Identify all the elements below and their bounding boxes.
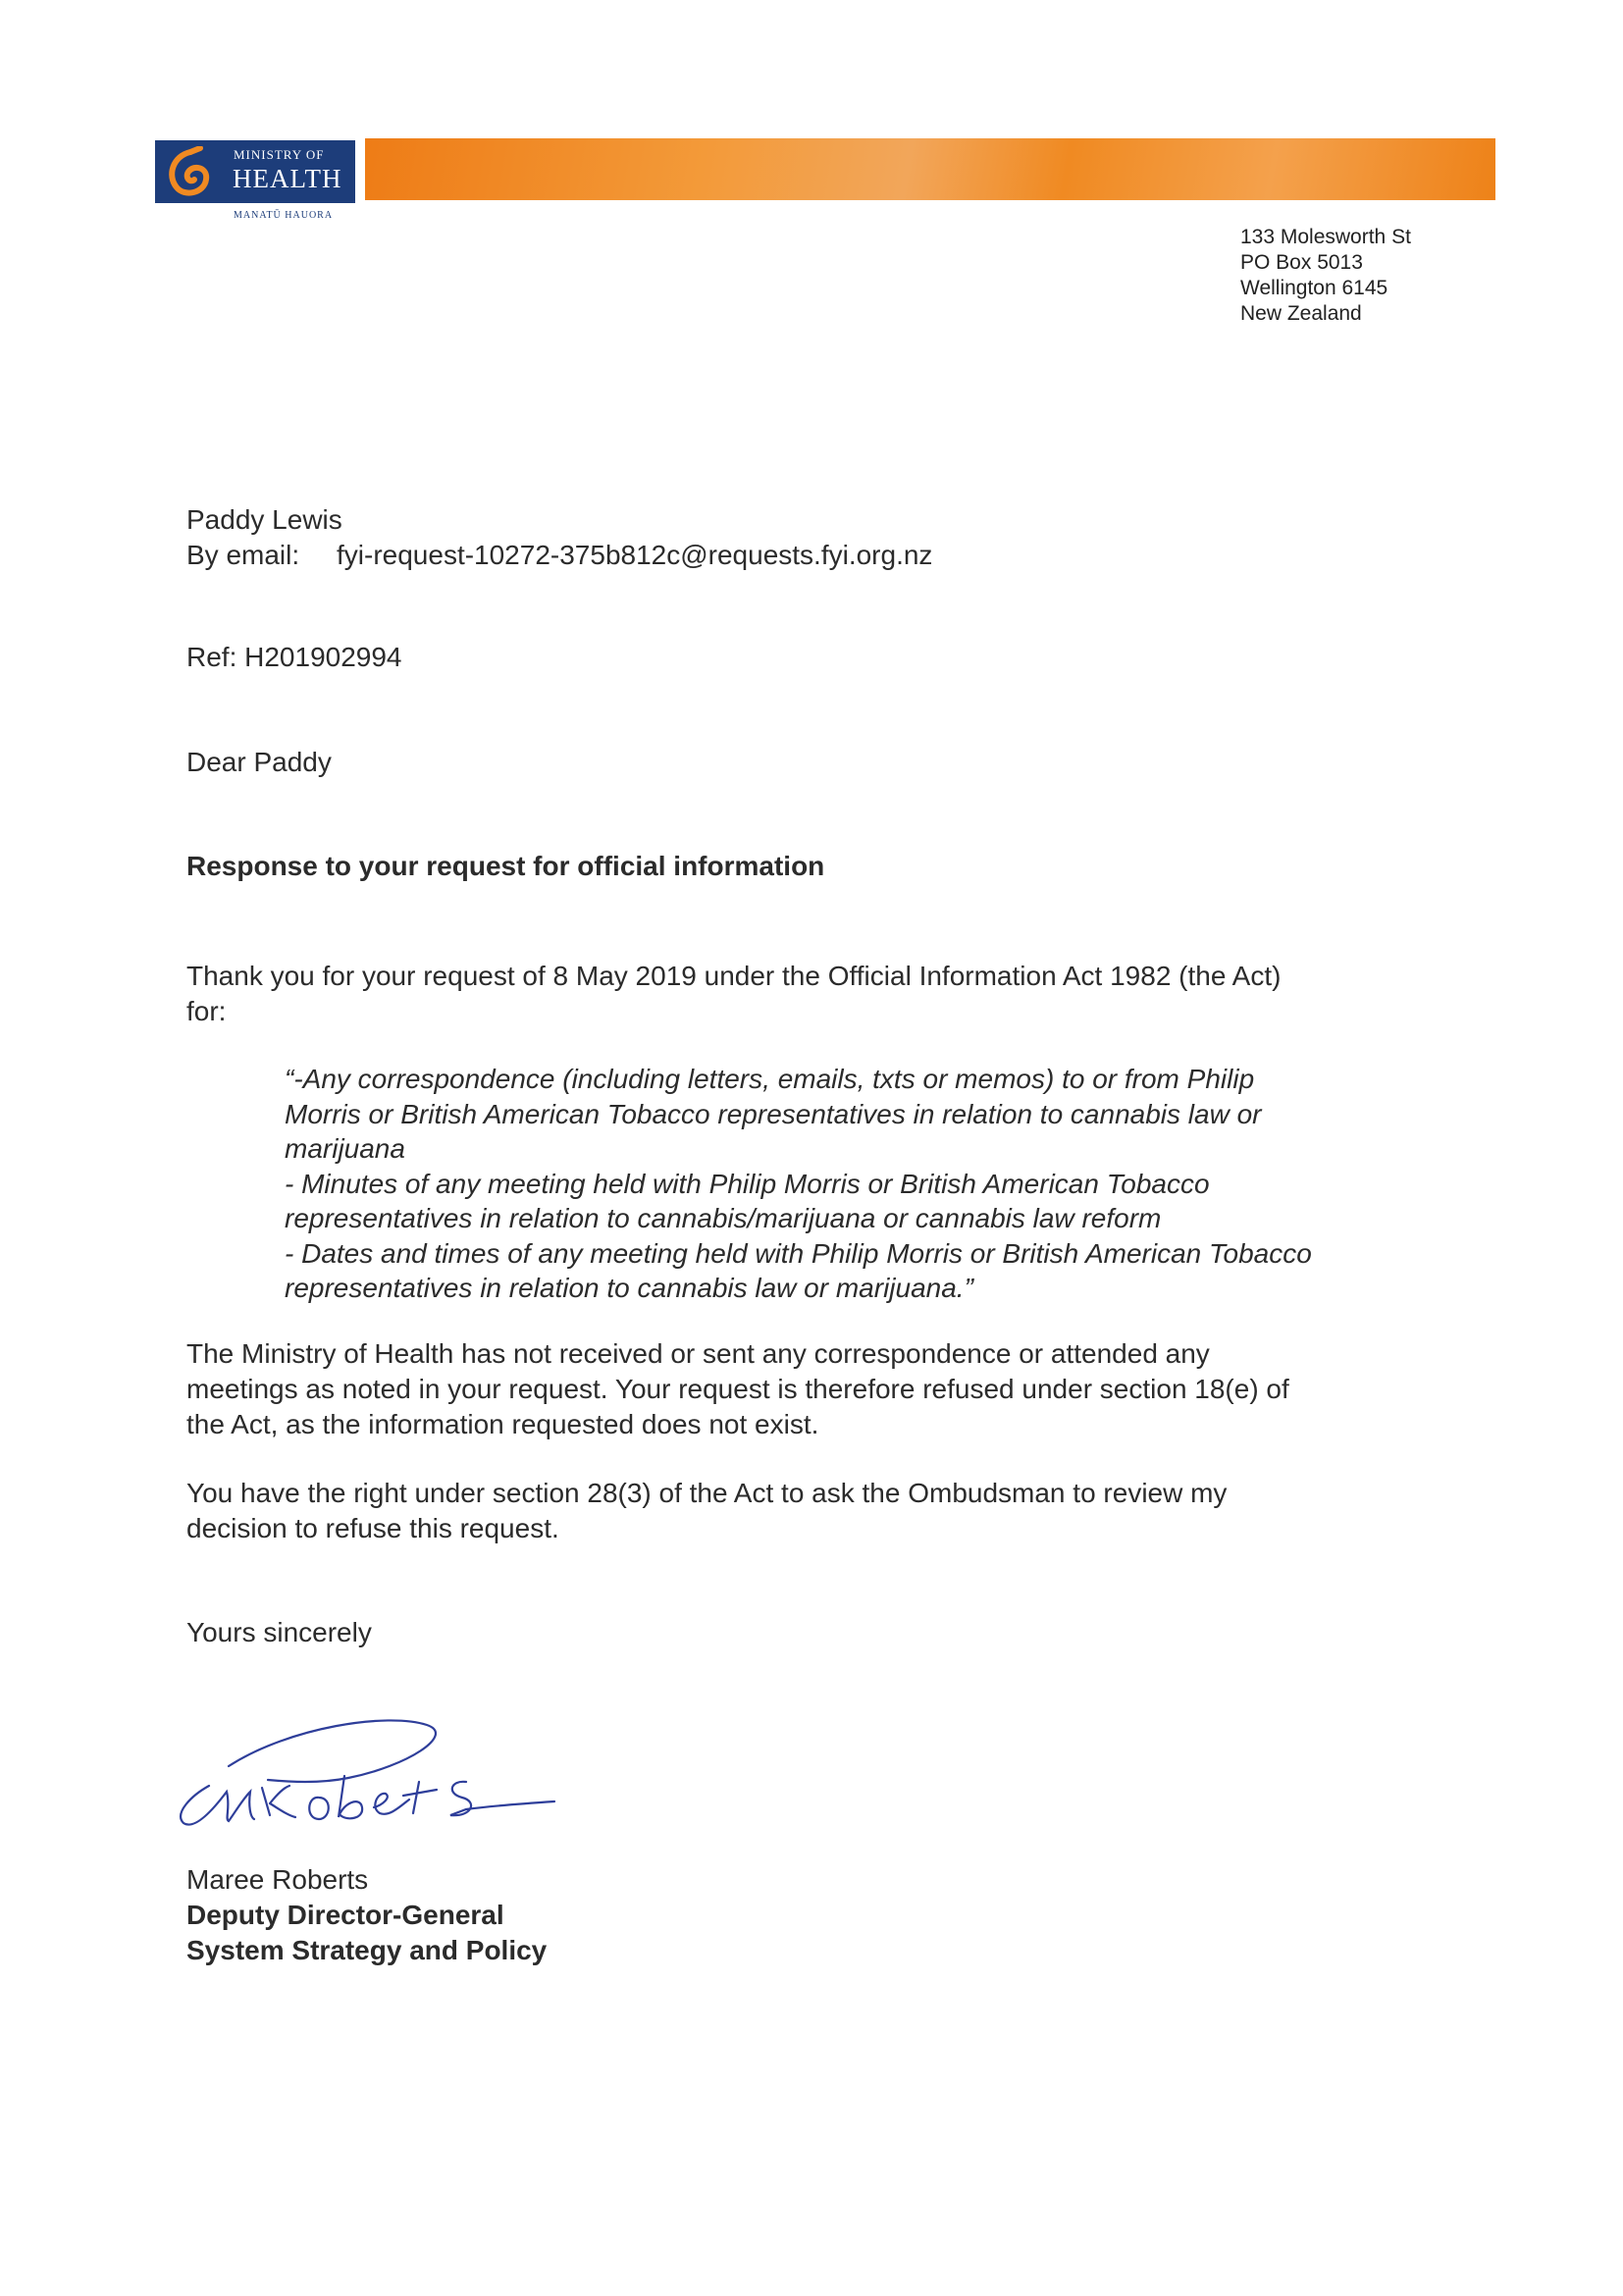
sender-address [1240,225,1411,327]
address-line: New Zealand [1240,302,1362,325]
recipient-name: Paddy Lewis [186,504,342,535]
paragraph-line: The Ministry of Health has not received or sent any correspondence or attended any [186,1338,1210,1369]
quote-line: “-Any correspondence (including letters, emails, txts or memos) to or from Philip [285,1064,1255,1094]
paragraph-line: Thank you for your request of 8 May 2019 under the Official Information Act 1982 (the Act) [186,961,1282,991]
koru-logo-icon [161,146,216,199]
paragraph-line: decision to refuse this request. [186,1513,559,1543]
quote-line: - Minutes of any meeting held with Philip Morris or British American Tobacco [285,1168,1210,1199]
header-banner [365,138,1495,200]
logo-subtitle: MANATŪ HAUORA [234,210,334,221]
signatory-block [186,1862,547,1968]
ministry-logo [155,140,355,203]
quote-line: - Dates and times of any meeting held with Philip Morris or British American Tobacco [285,1237,1312,1269]
paragraph-line: meetings as noted in your request. Your request is therefore refused under section 18(e) of [186,1374,1289,1404]
paragraph-line: You have the right under section 28(3) of the Act to ask the Ombudsman to review my [186,1478,1228,1508]
signatory-title: Deputy Director-General [186,1900,504,1930]
address-line: 133 Molesworth St [1240,226,1411,248]
logo-line-ministry: MINISTRY OF [234,147,325,162]
reference-number: Ref: H201902994 [186,642,402,672]
refusal-paragraph [186,1336,1289,1442]
subject-heading: Response to your request for official information [186,851,825,881]
signatory-name: Maree Roberts [186,1864,369,1895]
closing: Yours sincerely [186,1617,372,1647]
quote-line: representatives in relation to cannabis/marijuana or cannabis law reform [285,1203,1162,1233]
quote-line: Morris or British American Tobacco representatives in relation to cannabis law or [285,1098,1262,1129]
rights-paragraph [186,1476,1227,1546]
paragraph-line: for: [186,996,227,1026]
email-label: By email: [186,540,300,570]
salutation: Dear Paddy [186,747,332,777]
quoted-request [285,1062,1442,1306]
recipient-email-row [186,538,932,573]
signatory-division: System Strategy and Policy [186,1935,548,1965]
quote-line: marijuana [285,1133,405,1164]
paragraph-line: the Act, as the information requested does not exist. [186,1409,819,1439]
intro-paragraph [186,959,1281,1029]
quote-line: representatives in relation to cannabis law or marijuana.” [285,1273,973,1303]
logo-line-health: HEALTH [233,164,342,193]
address-line: PO Box 5013 [1240,251,1363,274]
address-line: Wellington 6145 [1240,277,1388,299]
recipient-block [186,502,932,573]
handwritten-signature [172,1697,574,1840]
recipient-email: fyi-request-10272-375b812c@requests.fyi.org.nz [337,540,933,570]
